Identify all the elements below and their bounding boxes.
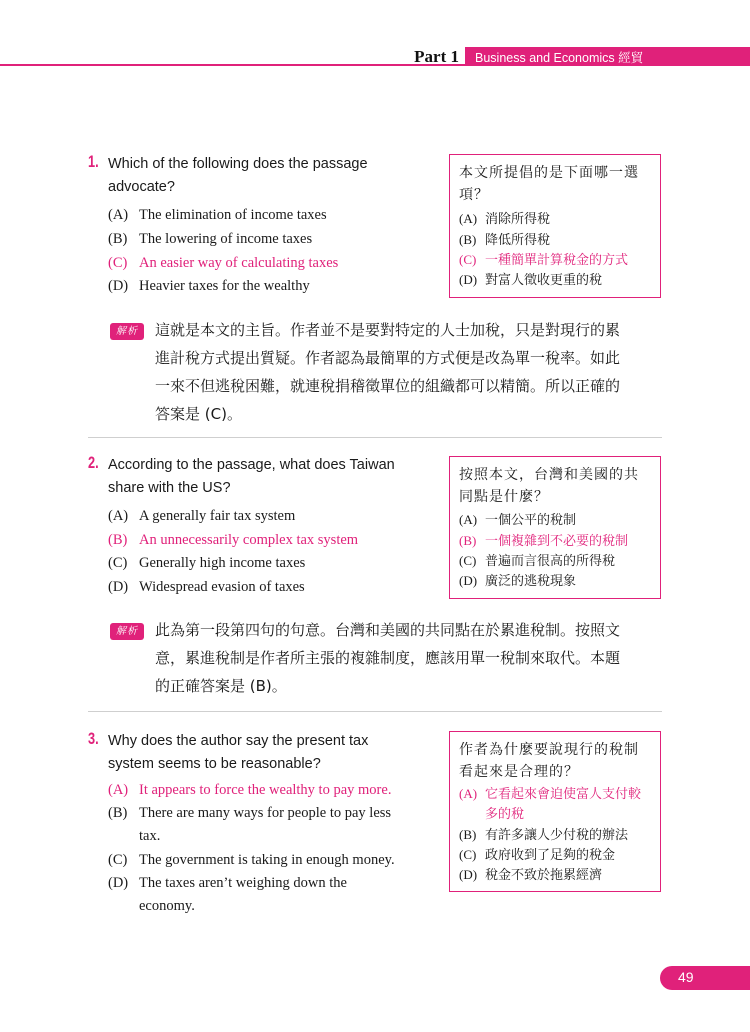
analysis-text: 此為第一段第四句的句意。台灣和美國的共同點在於累進稅制。按照文 意，累進稅制是作者所主張的複雜制度，應該用單一稅制來取代。本題 的正確答案是 (B)。	[155, 621, 621, 695]
translation-box	[449, 456, 661, 599]
option-b: (B) The lowering of income taxes	[108, 231, 313, 247]
translation-prompt: 本文所提倡的是下面哪一選 項？	[459, 165, 639, 203]
analysis-badge: 解析	[110, 323, 144, 340]
translation-option-a: (A) 它看起來會迫使富人支付較 多的稅	[459, 786, 642, 822]
translation-option-c: (C) 政府收到了足夠的稅金	[459, 847, 616, 863]
question-prompt: According to the passage, what does Taiwan share with the US?	[108, 457, 395, 496]
question-prompt: Which of the following does the passage advocate?	[108, 156, 368, 195]
section-banner	[465, 47, 750, 66]
translation-option-b: (B) 有許多讓人少付稅的辦法	[459, 827, 629, 843]
question-number: 2.	[88, 453, 99, 472]
question-number: 1.	[88, 152, 99, 171]
section-divider	[88, 437, 662, 438]
question-prompt: Why does the author say the present tax system seems to be reasonable?	[108, 733, 369, 772]
page-number: 49	[678, 969, 694, 985]
section-divider	[88, 711, 662, 712]
translation-option-c: (C) 普遍而言很高的所得稅	[459, 553, 616, 569]
translation-option-a: (A) 一個公平的稅制	[459, 512, 577, 528]
translation-prompt: 按照本文，台灣和美國的共 同點是什麼？	[459, 467, 639, 505]
translation-option-b: (B) 一個複雜到不必要的稅制	[459, 533, 629, 549]
option-b: (B) There are many ways for people to pay less tax.	[108, 805, 392, 844]
option-c: (C) Generally high income taxes	[108, 555, 306, 571]
option-a-correct: (A) It appears to force the wealthy to pay more.	[108, 782, 392, 798]
translation-option-b: (B) 降低所得稅	[459, 232, 551, 248]
translation-option-d: (D) 稅金不致於拖累經濟	[459, 867, 603, 883]
translation-option-a: (A) 消除所得稅	[459, 211, 551, 227]
option-b-correct: (B) An unnecessarily complex tax system	[108, 532, 359, 548]
option-c: (C) The government is taking in enough money.	[108, 852, 395, 868]
option-c-correct: (C) An easier way of calculating taxes	[108, 255, 339, 271]
option-a: (A) The elimination of income taxes	[108, 207, 327, 223]
option-d: (D) The taxes aren’t weighing down the economy.	[108, 875, 347, 914]
part-label: Part 1	[414, 47, 459, 66]
option-d: (D) Heavier taxes for the wealthy	[108, 278, 310, 294]
translation-option-d: (D) 對富人徵收更重的稅	[459, 272, 603, 288]
analysis-badge: 解析	[110, 623, 144, 640]
section-title: Business and Economics 經貿	[475, 51, 644, 65]
translation-option-c: (C) 一種簡單計算稅金的方式	[459, 252, 629, 268]
page-header	[0, 44, 750, 66]
translation-prompt: 作者為什麼要說現行的稅制 看起來是合理的？	[459, 742, 639, 780]
analysis-text: 這就是本文的主旨。作者並不是要對特定的人士加稅，只是對現行的累 進計稅方式提出質疑。作者認為最簡單的方式便是改為單一稅率。如此 一來不但逃稅困難，就連稅捐稽徵單位的組織都可以精簡。所以正確的 答案是 (C)。	[155, 321, 621, 423]
page-number-tab	[660, 966, 750, 990]
question-number: 3.	[88, 729, 99, 748]
option-a: (A) A generally fair tax system	[108, 508, 296, 524]
translation-box	[449, 154, 661, 298]
translation-option-d: (D) 廣泛的逃稅現象	[459, 573, 577, 589]
translation-box	[449, 731, 661, 892]
option-d: (D) Widespread evasion of taxes	[108, 579, 305, 595]
